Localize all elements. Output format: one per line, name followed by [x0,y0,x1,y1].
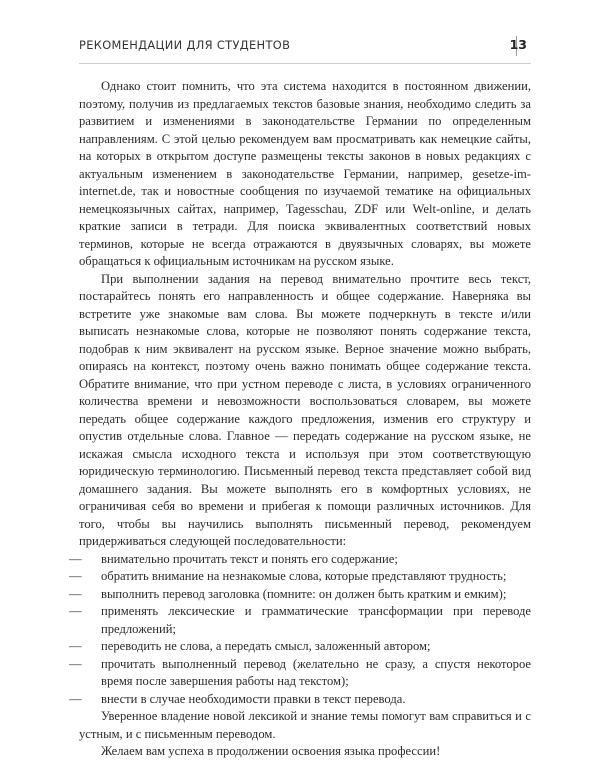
header-rule [79,63,531,64]
paragraph-wishes: Желаем вам успеха в продолжении освоения языка профессии! [101,744,441,758]
list-item [69,603,531,638]
dash-marker: — [69,604,82,618]
list-item-text: переводить не слова, а передать смысл, заложенный автором; [101,639,431,653]
dash-marker: — [69,551,82,566]
page-number: 13 [509,37,527,52]
list-item-text: применять лексические и грамматические трансформации при переводе предложений; [101,604,531,636]
list-item [69,551,531,569]
dash-marker: — [69,656,82,671]
dash-marker: — [69,639,82,653]
running-title: РЕКОМЕНДАЦИИ ДЛЯ СТУДЕНТОВ [79,38,291,52]
list-item [69,656,531,691]
list-item-text: прочитать выполненный перевод (желательно не сразу, а спустя некоторое время после завершения работы над текстом); [101,656,531,688]
list-item-text: внести в случае необходимости правки в текст перевода. [101,691,406,706]
list-item [69,691,531,709]
dash-marker: — [69,586,82,601]
list-item [69,568,531,586]
paragraph-translation-advice: При выполнении задания на перевод внимательно прочтите весь текст, постарайтесь понять его направленность и общее содержание. Наверняка вы встретите уже знакомые вам слова. Вы можете подчеркнуть в тексте и/или выписать незнакомые слова, которые не позволяют понять содержание текста, подобрав к ним эквивалент на русском языке. Верное значение можно выбрать, опираясь на контекст, поэтому очень важно понимать общее содержание текста. Обратите внимание, что при устном переводе с листа, в условиях ограниченного количества времени и невозможности воспользоваться словарем, вы можете передать общее содержание каждого предложения, изменив его структуру и опустив отдельные слова. Главное — передать содержание на русском языке, не искажая смысла исходного текста и используя при этом соответствующую юридическую терминологию. Письменный перевод текста представляет собой вид домашнего задания. Вы можете выполнять его в комфортных условиях, не ограничивая себя во времени и прибегая к помощи различных источников. Для того, чтобы вы научились выполнять письменный перевод, рекомендуем придерживаться следующей последовательности: [79,271,531,548]
paragraph-sources: Однако стоит помнить, что эта система находится в постоянном движении, поэтому, получив из предлагаемых текстов базовые знания, необходимо следить за развитием и изменениями в законодательстве Германии по определенным направлениям. С этой целью рекомендуем вам просматривать как немецкие сайты, на которых в открытом доступе размещены тексты законов в новых редакциях с актуальным изменением в законодательстве Германии, например, gesetze-im-internet.de, так и новостные сообщения по изучаемой тематике на официальных немецкоязычных сайтах, например, Tagesschau, ZDF или Welt-online, и делать краткие записи в тетради. Для поиска эквивалентных соответствий новых терминов, которые не всегда отражаются в двуязычных словарях, вы можете обращаться к официальным источникам на русском языке. [79,79,531,268]
steps-list [69,551,531,709]
list-item [69,586,531,604]
body-text [69,78,531,761]
list-item-text: обратить внимание на незнакомые слова, которые представляют трудность; [101,569,507,583]
dash-marker: — [69,691,82,706]
page-header [79,36,527,54]
list-item-text: внимательно прочитать текст и понять его содержание; [101,551,398,566]
list-item [69,638,531,656]
list-item-text: выполнить перевод заголовка (помните: он должен быть кратким и емким); [101,586,507,601]
dash-marker: — [69,569,82,583]
paragraph-conclusion: Уверенное владение новой лексикой и знание темы помогут вам справиться и с устным, и с письменным переводом. [79,709,531,741]
